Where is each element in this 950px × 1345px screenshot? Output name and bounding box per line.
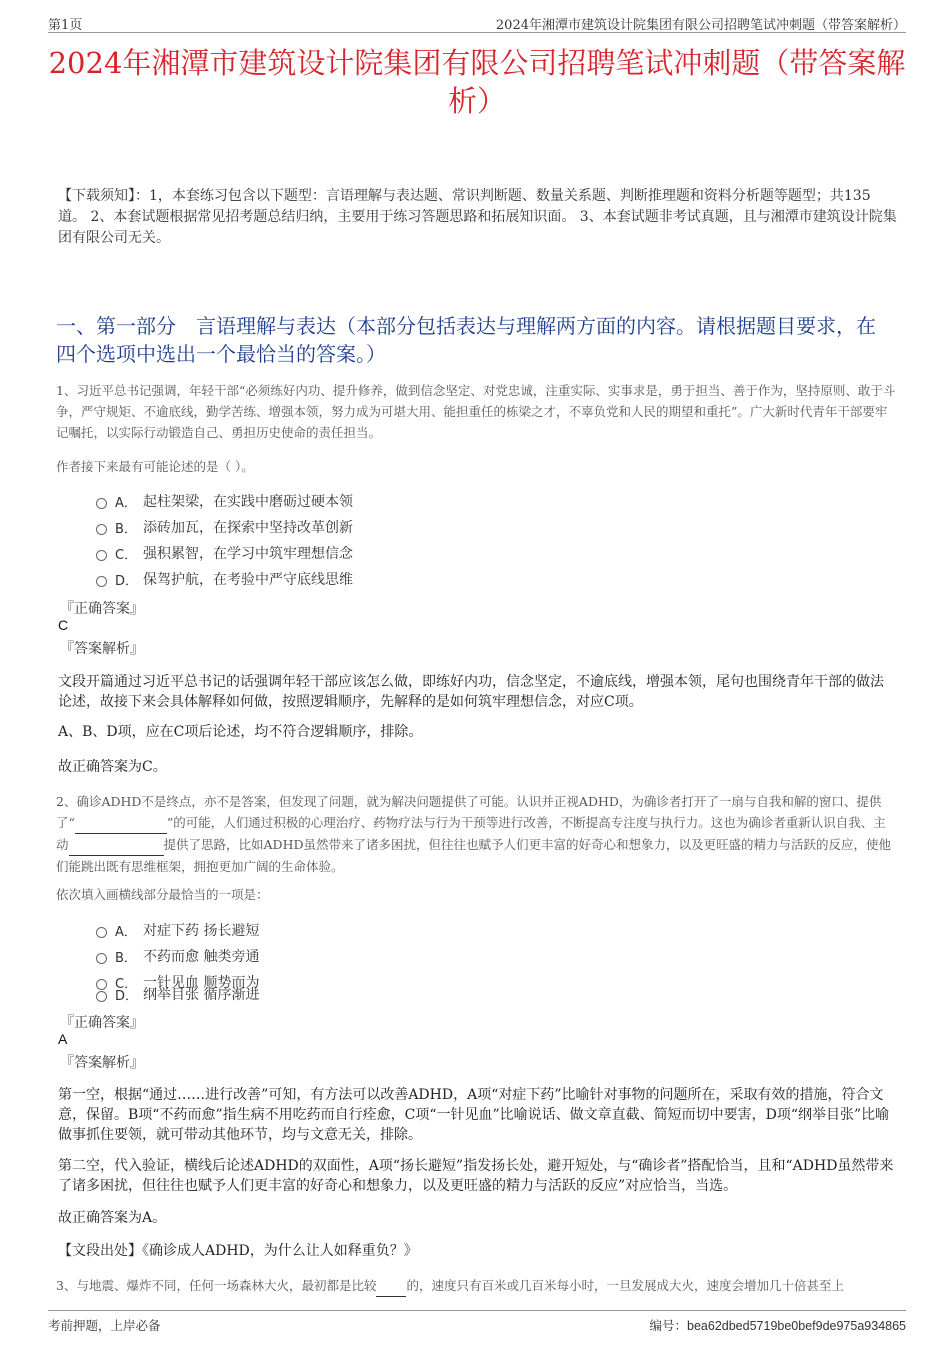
page-header [48,10,906,33]
q1-analysis-3: 故正确答案为C。 [58,759,167,775]
q1-answer: C [58,617,69,633]
q2-source: 【文段出处】《确诊成人ADHD，为什么让人如释重负？》 [58,1243,418,1259]
q2-stem: 2、确诊ADHD不是终点，亦不是答案，但发现了问题，就为解决问题提供了可能。认识并正视ADHD，为确诊者打开了一扇与自我和解的窗口、提供了“ ”的可能，人们通过积极的心理治疗、药物疗法与行为干预等进行改善，不断提高专注度与执行力。这也为确诊者重新认识自我、主动 提供了思路，比如ADHD虽然带来了诸多困扰，但往往也赋予人们更丰富的好奇心和想象力，以及更旺盛的精力与活跃的反应，使他们能跳出既有思维框架，拥抱更加广阔的生命体验。 [56,794,891,874]
q2-analysis-2: 第二空，代入验证，横线后论述ADHD的双面性，A项“扬长避短”指发扬长处，避开短处，与“确诊者”搭配恰当，且和“ADHD虽然带来了诸多困扰，但往往也赋予人们更丰富的好奇心和想象力，以及更旺盛的精力与活跃的反应”对应恰当，当选。 [58,1158,894,1194]
q2-option-a[interactable]: A． 对症下药 扬长避短 [96,920,259,940]
q2-option-c[interactable]: C． 一针见血 顺势而为 [96,972,259,992]
q1-analysis-2: A、B、D项，应在C项后论述，均不符合逻辑顺序，排除。 [58,724,423,740]
q2-analysis-3: 故正确答案为A。 [58,1210,167,1226]
q2-answer: A [58,1031,68,1047]
footer-slogan: 考前押题，上岸必备 [48,1318,161,1333]
section-heading: 一、第一部分 言语理解与表达（本部分包括表达与理解两方面的内容。请根据题目要求，在四个选项中选出一个最恰当的答案。） [56,314,876,366]
q2-option-d[interactable]: D． 纲举目张 循序渐进 [96,984,259,1004]
blank-2 [69,834,164,856]
radio-icon[interactable] [96,550,107,561]
q2-option-b[interactable]: B． 不药而愈 触类旁通 [96,946,259,966]
q2-analysis-1: 第一空，根据“通过……进行改善”可知，有方法可以改善ADHD，A项“对症下药”比喻针对事物的问题所在，采取有效的措施，符合文意，保留。B项“不药而愈”指生病不用吃药而自行痊愈，C项“一针见血”比喻说话、做文章直截、简短而切中要害，D项“纲举目张”比喻做事抓住要领，就可带动其他环节，均与文意无关，排除。 [58,1087,890,1143]
q2-answer-label: 『正确答案』 [60,1015,144,1031]
q1-prompt: 作者接下来最有可能论述的是（ ）。 [56,459,254,474]
document-title: 2024年湘潭市建筑设计院集团有限公司招聘笔试冲刺题（带答案解析） [48,46,906,118]
download-notice: 【下载须知】：1，本套练习包含以下题型：言语理解与表达题、常识判断题、数量关系题、判断推理题和资料分析题等题型；共135道。 2、本套试题根据常见招考题总结归纳，主要用于练习答题思路和拓展知识面。 3、本套试题非考试真题，且与湘潭市建筑设计院集团有限公司无关。 [58,188,897,246]
page-footer [48,1310,906,1331]
page-number: 第1页 [48,18,83,33]
radio-icon[interactable] [96,953,107,964]
q1-option-c[interactable]: C． 强积累智，在学习中筑牢理想信念 [96,543,353,563]
q1-answer-label: 『正确答案』 [60,601,144,617]
q1-analysis-label: 『答案解析』 [60,641,144,657]
q2-prompt: 依次填入画横线部分最恰当的一项是： [56,887,269,902]
q1-option-b[interactable]: B． 添砖加瓦，在探索中坚持改革创新 [96,517,353,537]
q3-stem: 3、与地震、爆炸不同，任何一场森林大火，最初都是比较 的，速度只有百米或几百米每小时，一旦发展成大火，速度会增加几十倍甚至上 [56,1275,898,1297]
radio-icon[interactable] [96,498,107,509]
radio-icon[interactable] [96,524,107,535]
blank-1 [376,1275,406,1297]
footer-code: 编号：bea62dbed5719be0bef9de975a934865 [649,1319,906,1333]
q1-option-a[interactable]: A． 起柱架梁，在实践中磨砺过硬本领 [96,491,353,511]
radio-icon[interactable] [96,576,107,587]
q2-analysis-label: 『答案解析』 [60,1055,144,1071]
radio-icon[interactable] [96,991,107,1002]
blank-1 [75,812,167,834]
radio-icon[interactable] [96,927,107,938]
q1-stem: 1、习近平总书记强调，年轻干部“必须练好内功、提升修养，做到信念坚定、对党忠诚，注重实际、实事求是，勇于担当、善于作为，坚持原则、敢于斗争，严守规矩、不逾底线，勤学苦练、增强本领，努力成为可堪大用、能担重任的栋梁之才，不辜负党和人民的期望和重托”。广大新时代青年干部要牢记嘱托，以实际行动锻造自己、勇担历史使命的责任担当。 [56,383,896,440]
header-doc-title: 2024年湘潭市建筑设计院集团有限公司招聘笔试冲刺题（带答案解析） [495,18,906,33]
q1-option-d[interactable]: D． 保驾护航，在考验中严守底线思维 [96,569,353,589]
q1-analysis-1: 文段开篇通过习近平总书记的话强调年轻干部应该怎么做，即练好内功，信念坚定，不逾底线，增强本领，尾句也围绕青年干部的做法论述，故接下来会具体解释如何做，按照逻辑顺序，先解释的是如何筑牢理想信念，对应C项。 [58,674,884,710]
